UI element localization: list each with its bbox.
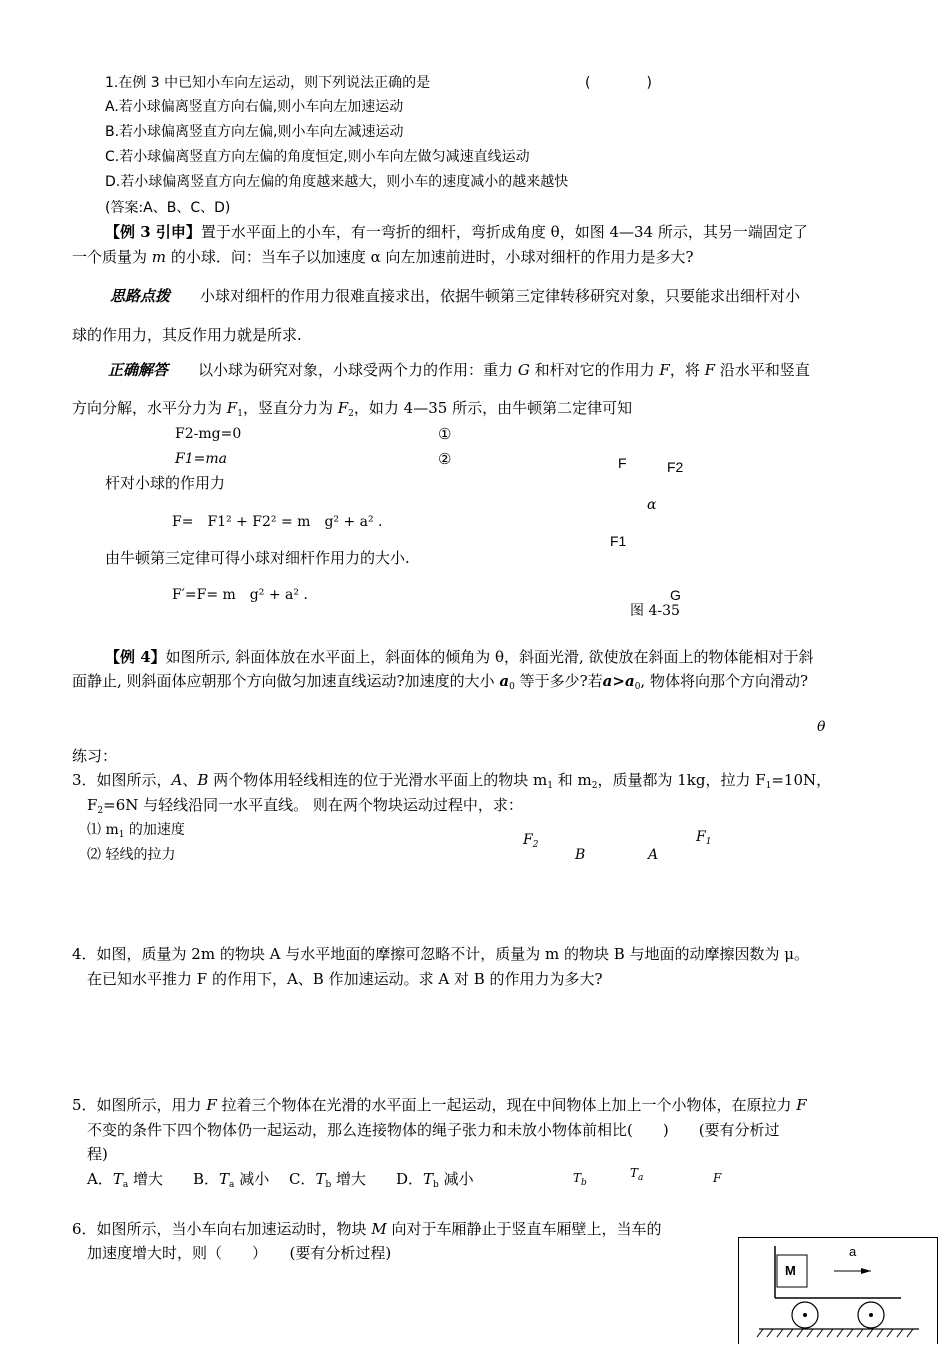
q3-fig-a-label: A [648,847,659,863]
equation-1-number: ① [438,425,452,443]
solution-line2b: ，竖直分力为 [242,399,333,417]
force-symbol-2: F [704,361,716,379]
hint-tag: 思路点拨 [110,287,171,305]
ex4-tag: 【例 4】 [105,648,166,666]
q3-sub1: ⑴ $m_1$ 的加速度 [87,822,185,840]
solution-line2: 方向分解，水平分力为 $F_1$，竖直分力为 $F_2$，如力 4—35 所示，由牛顿第二定律可知 [72,399,633,419]
fig435-f1-label: F1 [610,533,627,549]
q5-options: A．$T_a$ 增大 B．$T_a$ 减小 C．$T_b$ 增大 D．$T_b$ 减小 [87,1170,474,1190]
fig435-f-label: F [618,455,627,471]
q1-answer: (答案:A、B、C、D) [105,200,231,216]
q3-line1: 3．如图所示，A、B 两个物体用轻线相连的位于光滑水平面上的物块 $m_1$ 和 $m_2$，质量都为 1kg，拉力 $F_1=10N$， [72,771,832,791]
ex4-line2c: , 物体将向那个方向滑动? [640,672,809,690]
q3-fig-f2-label: $F_2$ [523,832,539,850]
ex4-theta-label: θ [817,719,826,735]
q5-fig-ta-label: $T_a$ [630,1166,644,1183]
ex3ext-line2b: 的小球．问：当车子以加速度 α 向左加速前进时，小球对细杆的作用力是多大? [170,248,694,266]
equation-2: F1=ma [175,451,227,467]
q5-line3: 程) [87,1145,108,1163]
fig435-caption: 图 4-35 [630,603,680,619]
fig435-g-label: G [670,587,681,603]
fig435-alpha-label: α [647,497,657,513]
solution-line1d: 沿水平和竖直 [719,361,810,379]
q5-line1: 5．如图所示，用力 F 拉着三个物体在光滑的水平面上一起运动，现在中间物体上加上一个小物体，在原拉力 F [72,1096,807,1114]
solution-line1 [108,360,810,380]
q5-fig-tb-label: $T_b$ [573,1171,587,1188]
ex4-line1 [105,647,814,667]
ex3ext-line2a: 一个质量为 [72,248,148,266]
hint-line1 [110,286,800,306]
ex4-line2b: 等于多少?若 [519,672,603,690]
mass-symbol: m [151,248,167,266]
solution-line1b: 和杆对它的作用力 [534,361,655,379]
q6-cart-diagram [739,1238,939,1345]
q1-option-b: B.若小球偏离竖直方向左偏,则小车向左减速运动 [105,124,404,140]
gravity-symbol: G [517,361,530,379]
equation-1: F2-mg=0 [175,426,242,442]
solution-tag: 正确解答 [108,361,169,379]
q3-fig-f1-label: $F_1$ [696,829,712,847]
ex3ext-line1 [105,222,808,242]
ex4-line2: 面静止, 则斜面体应朝那个方向做匀加速直线运动?加速度的大小 $a_0$ 等于多少?若$a>a_0$, 物体将向那个方向滑动? [72,672,809,692]
force-symbol: F [659,361,670,379]
ex4-line1-text: 如图所示, 斜面体放在水平面上，斜面体的倾角为 θ，斜面光滑, 欲使放在斜面上的物体能相对于斜 [165,648,814,666]
q4-line1: 4．如图，质量为 2m 的物块 A 与水平地面的摩擦可忽略不计，质量为 m 的物块 B 与地面的动摩擦因数为 μ。 [72,945,810,963]
q6-fig-a-label: a [849,1244,857,1259]
q6-line2: 加速度增大时，则（ ） (要有分析过程) [87,1244,392,1262]
hint-line1-text: 小球对细杆的作用力很难直接求出，依据牛顿第三定律转移研究对象，只要能求出细杆对小 [200,287,801,305]
rod-force-text: 杆对小球的作用力 [105,474,226,492]
q1-option-a: A.若小球偏离竖直方向右偏,则小车向左加速运动 [105,99,404,115]
ex3ext-tag: 【例 3 引申】 [105,223,201,241]
third-law-text: 由牛顿第三定律可得小球对细杆作用力的大小. [105,549,410,567]
solution-line1c: ，将 [669,361,700,379]
q3-sub2: ⑵ 轻线的拉力 [87,847,176,863]
q1-stem: 1.在例 3 中已知小车向左运动，则下列说法正确的是 [105,75,431,91]
q3-fig-b-label: B [575,847,586,863]
equation-3: F= F1² + F2² = m g² + a² . [172,514,383,530]
fig435-f2-label: F2 [667,459,684,475]
q6-line1: 6．如图所示，当小车向右加速运动时，物块 M 向对于车厢静止于竖直车厢壁上，当车的 [72,1220,662,1238]
q4-line2: 在已知水平推力 F 的作用下，A、B 作加速运动。求 A 对 B 的作用力为多大? [87,970,603,988]
solution-line1a: 以小球为研究对象，小球受两个力的作用：重力 [198,361,514,379]
equation-2-number: ② [438,450,452,468]
q1-option-d: D.若小球偏离竖直方向左偏的角度越来越大，则小车的速度减小的越来越快 [105,174,569,190]
solution-line2a: 方向分解，水平分力为 [72,399,223,417]
q1-option-c: C.若小球偏离竖直方向左偏的角度恒定,则小车向左做匀减速直线运动 [105,149,530,165]
ex3ext-line1-text: 置于水平面上的小车，有一弯折的细杆，弯折成角度 θ，如图 4—34 所示，其另一端固定了 [200,223,808,241]
hint-line2: 球的作用力，其反作用力就是所求. [72,326,302,344]
ex3ext-line2 [72,247,694,267]
q5-line2: 不变的条件下四个物体仍一起运动，那么连接物体的绳子张力和未放小物体前相比( ) (要有分析过 [87,1121,780,1139]
q6-fig-m-label: M [785,1263,796,1278]
q6-figure-frame [738,1237,938,1344]
q3-line2: $F_2=6N$ 与轻线沿同一水平直线。 则在两个物块运动过程中，求： [87,796,523,816]
ex4-line2a: 面静止, 则斜面体应朝那个方向做匀加速直线运动?加速度的大小 [72,672,495,690]
solution-line2c: ，如力 4—35 所示，由牛顿第二定律可知 [353,399,633,417]
practice-heading: 练习： [72,747,118,765]
equation-4: F′=F= m g² + a² . [172,587,308,603]
q1-blank: ( ) [585,75,652,91]
q5-fig-f-label: F [713,1171,722,1185]
